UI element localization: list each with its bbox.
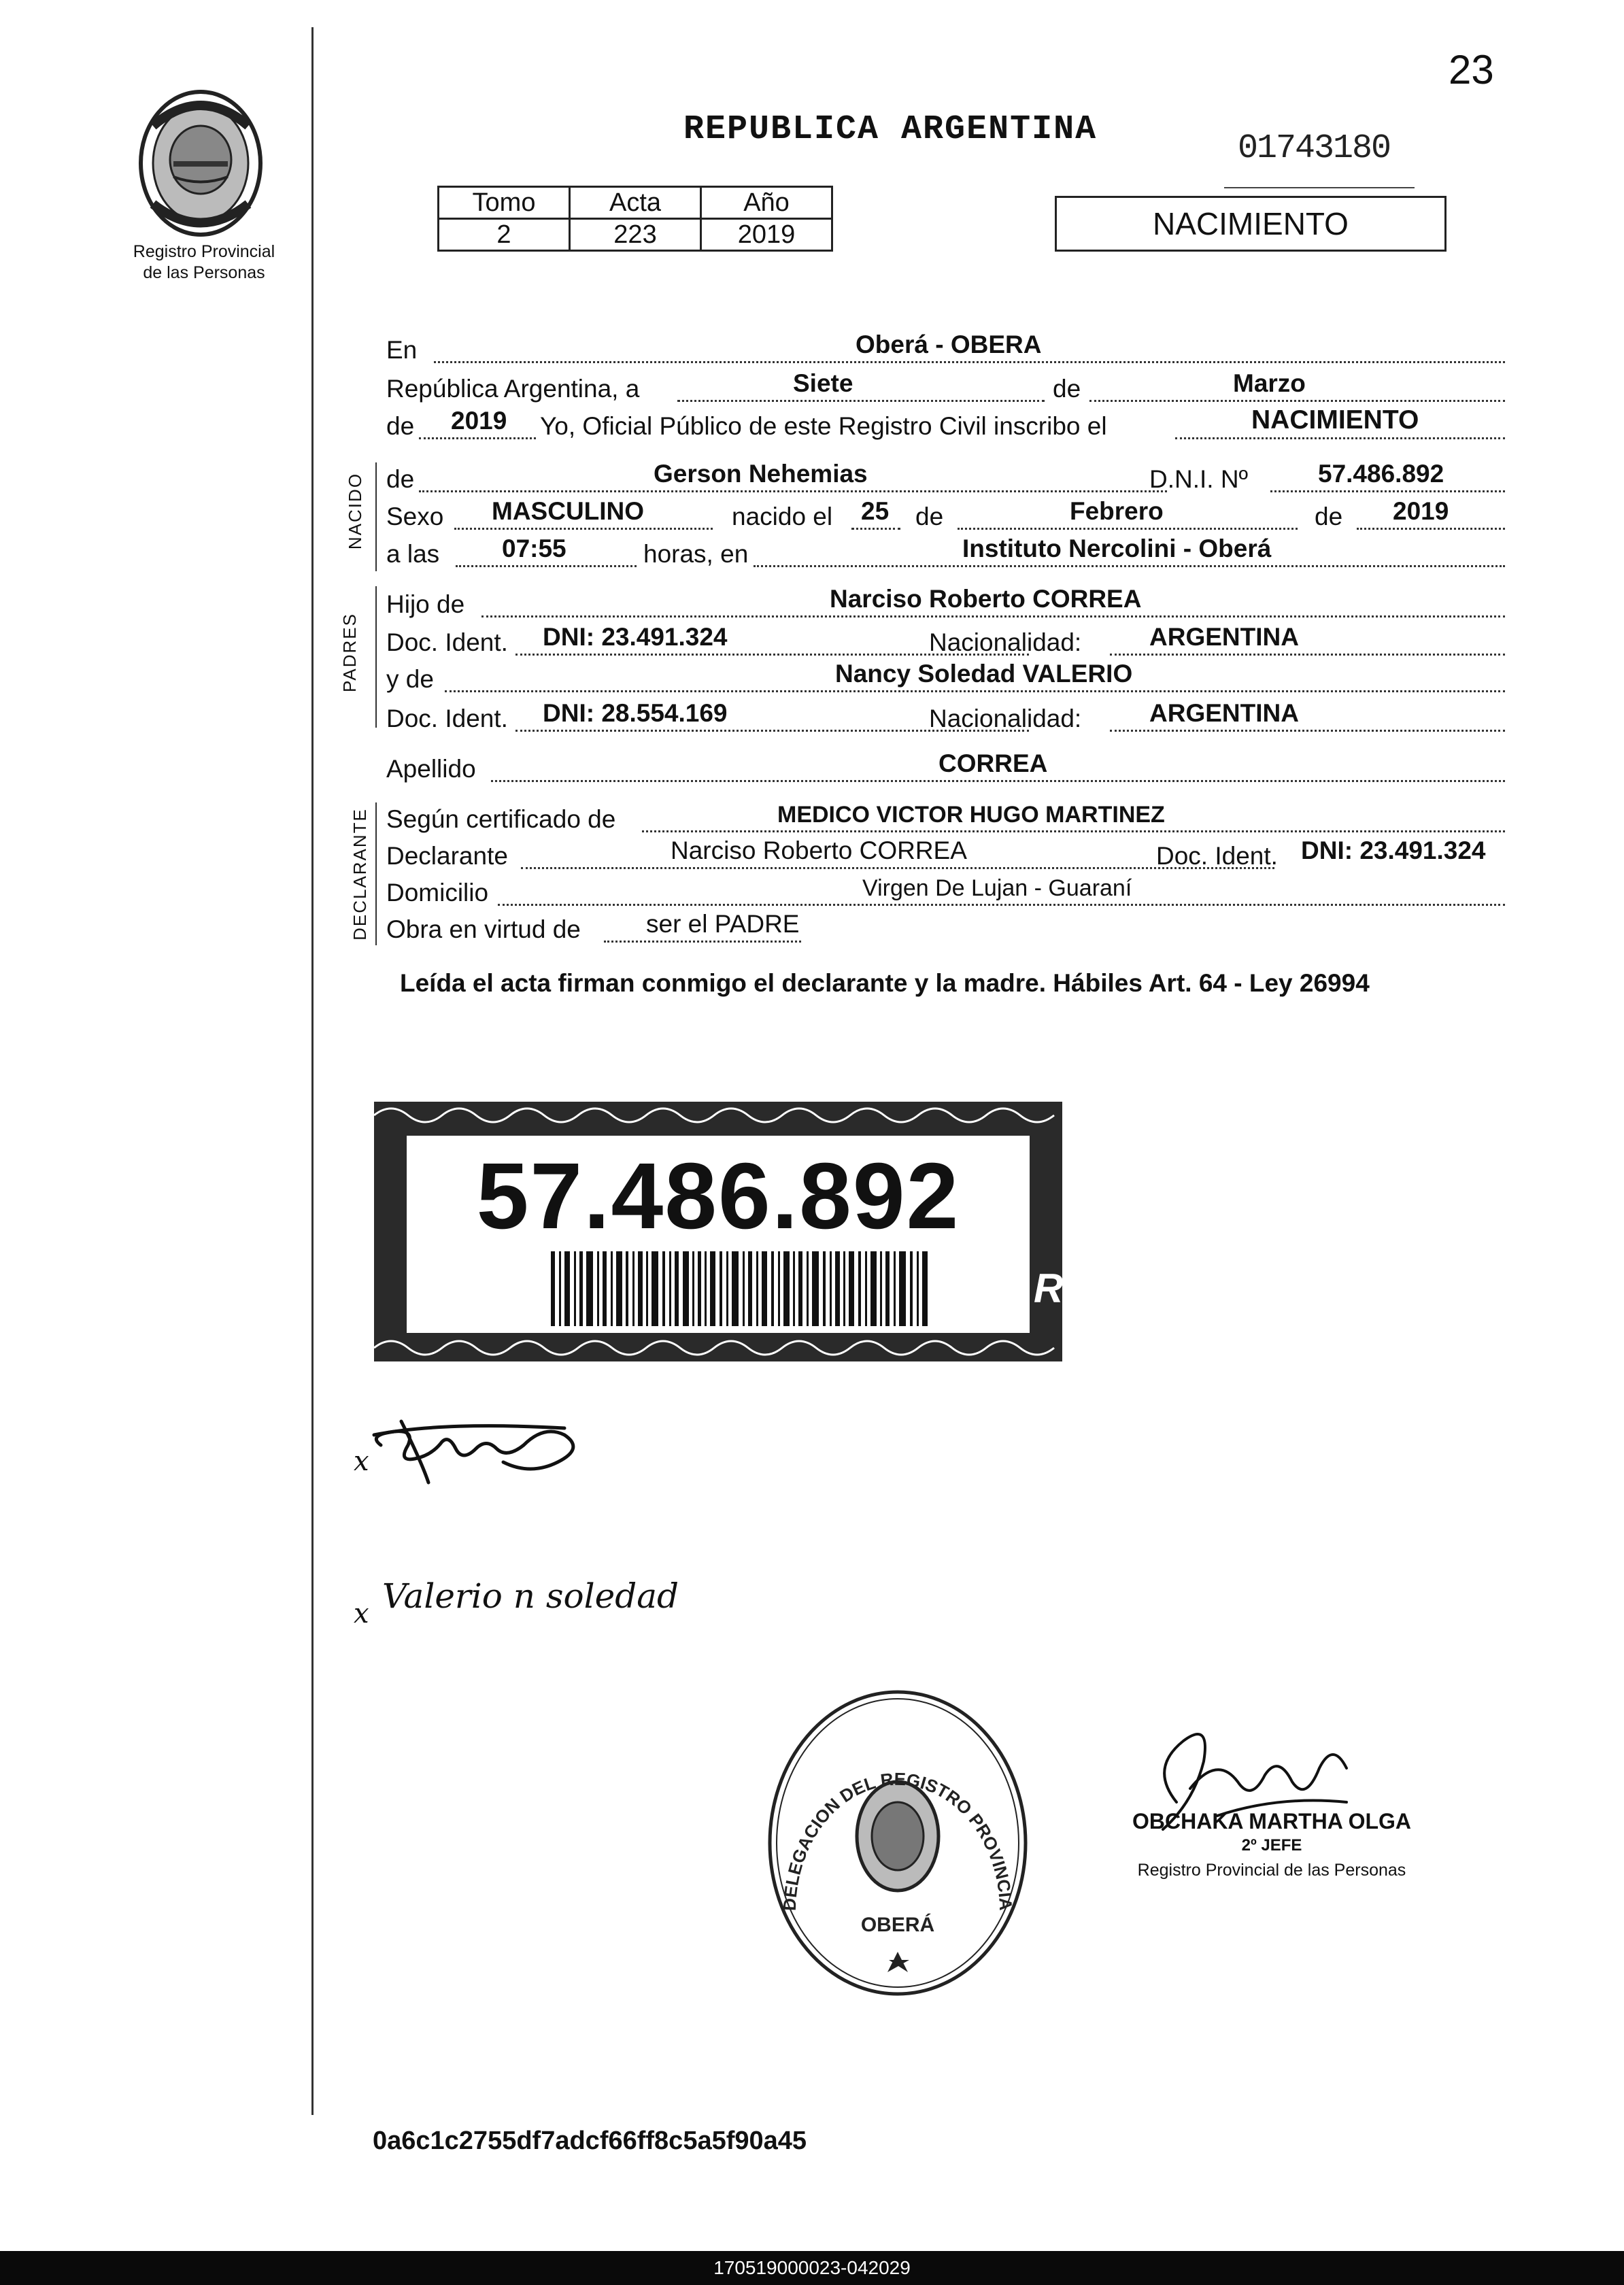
value-address: Virgen De Lujan - Guaraní xyxy=(862,875,1132,901)
value-father: Narciso Roberto CORREA xyxy=(830,585,1142,613)
page-number: 23 xyxy=(1449,47,1494,92)
row-doc-mother: Doc. Ident. DNI: 28.554.169 Nacionalidad: ARGENTINA xyxy=(386,700,1505,734)
value-birth-year: 2019 xyxy=(1393,497,1449,525)
record-table xyxy=(437,186,833,252)
misiones-crest-logo xyxy=(133,85,269,241)
value-birth-place: Instituto Nercolini - Oberá xyxy=(962,535,1272,562)
row-nombre: de Gerson Nehemias D.N.I. Nº 57.486.892 xyxy=(386,461,1505,495)
dni-sticker-number: 57.486.892 xyxy=(476,1144,960,1249)
value-capacity: ser el PADRE xyxy=(646,910,800,938)
row-inscribo: de 2019 Yo, Oficial Público de este Registro Civil inscribo el NACIMIENTO xyxy=(386,408,1505,442)
value-birth-day: 25 xyxy=(861,497,890,525)
seal-text-bottom: OBERÁ xyxy=(860,1914,935,1936)
value-mother-dni: DNI: 28.554.169 xyxy=(543,699,728,727)
value-day: Siete xyxy=(793,369,853,397)
record-value: 2 xyxy=(439,219,570,251)
row-en xyxy=(386,332,1505,366)
value-child-dni: 57.486.892 xyxy=(1318,460,1444,488)
record-value: 2019 xyxy=(701,219,832,251)
value-child-name: Gerson Nehemias xyxy=(654,460,868,488)
value-mother-nationality: ARGENTINA xyxy=(1149,699,1299,727)
value-birth-time: 07:55 xyxy=(502,535,566,562)
seal-text xyxy=(762,1687,1034,1999)
record-header: Tomo xyxy=(439,187,570,219)
row-declarante: Declarante Narciso Roberto CORREA Doc. Ident. DNI: 23.491.324 xyxy=(386,836,1486,870)
record-value: 223 xyxy=(570,219,701,251)
row-hijo: Hijo de Narciso Roberto CORREA xyxy=(386,586,1505,620)
value-surname: CORREA xyxy=(938,749,1048,777)
serial-underline xyxy=(1224,187,1415,188)
row-apellido: Apellido CORREA xyxy=(386,751,1505,785)
value-mother: Nancy Soledad VALERIO xyxy=(835,660,1133,688)
section-label-declarante: DECLARANTE xyxy=(349,808,370,941)
sticker-mark: R xyxy=(1034,1266,1064,1311)
value-certificate: MEDICO VICTOR HUGO MARTINEZ xyxy=(777,802,1165,828)
declarant-signature xyxy=(340,1394,626,1503)
first-x-mark: x xyxy=(354,1446,369,1477)
value-year: 2019 xyxy=(451,407,507,435)
serial-number: 01743180 xyxy=(1238,129,1391,168)
row-domicilio: Domicilio Virgen De Lujan - Guaraní xyxy=(386,875,1505,909)
row-obra: Obra en virtud de ser el PADRE xyxy=(386,911,1505,945)
value-father-dni: DNI: 23.491.324 xyxy=(543,623,728,651)
row-doc-father: Doc. Ident. DNI: 23.491.324 Nacionalidad: ARGENTINA xyxy=(386,624,1505,658)
record-header: Acta xyxy=(570,187,701,219)
value-declarant: Narciso Roberto CORREA xyxy=(671,836,967,864)
mother-signature: Valerio n soledad xyxy=(382,1576,679,1616)
barcode xyxy=(551,1251,932,1326)
row-sexo: Sexo MASCULINO nacido el 25 de Febrero de 2019 xyxy=(386,498,1505,532)
footer-bar: 170519000023-042029 xyxy=(0,2251,1624,2285)
row-certificado: Según certificado de MEDICO VICTOR HUGO MARTINEZ xyxy=(386,801,1505,835)
official-role: 2º JEFE xyxy=(1241,1836,1302,1855)
registry-label: Registro Provincial de las Personas xyxy=(133,242,275,282)
legal-text: Leída el acta firman conmigo el declarante y la madre. Hábiles Art. 64 - Ley 26994 xyxy=(400,969,1370,997)
row-yde: y de Nancy Soledad VALERIO xyxy=(386,661,1505,695)
official-name: OBCHAKA MARTHA OLGA xyxy=(1132,1809,1412,1833)
margin-line xyxy=(311,27,314,2115)
second-x-mark: x xyxy=(354,1598,369,1629)
value-sex: MASCULINO xyxy=(492,497,645,525)
value-place: Oberá - OBERA xyxy=(856,331,1042,358)
label-en: En xyxy=(386,336,418,364)
record-header: Año xyxy=(701,187,832,219)
svg-text:DELEGACION DEL REGISTRO PROVIN xyxy=(762,1687,1016,1911)
value-birth-month: Febrero xyxy=(1070,497,1164,525)
record-type-box: NACIMIENTO xyxy=(1055,196,1447,252)
value-month: Marzo xyxy=(1233,369,1306,397)
document-hash: 0a6c1c2755df7adcf66ff8c5a5f90a45 xyxy=(373,2127,807,2155)
row-hora: a las 07:55 horas, en Instituto Nercolini - Oberá xyxy=(386,536,1505,570)
row-republica: República Argentina, a Siete de Marzo xyxy=(386,371,1505,405)
section-label-nacido: NACIDO xyxy=(345,472,366,550)
seal-text-top: DELEGACION DEL REGISTRO PROVINCIA xyxy=(779,1768,1017,1912)
value-event: NACIMIENTO xyxy=(1251,405,1419,435)
value-father-nationality: ARGENTINA xyxy=(1149,623,1299,651)
section-label-padres: PADRES xyxy=(339,613,360,692)
document-title: REPUBLICA ARGENTINA xyxy=(683,110,1098,149)
official-org: Registro Provincial de las Personas xyxy=(1137,1861,1406,1880)
value-declarant-dni: DNI: 23.491.324 xyxy=(1301,836,1486,864)
